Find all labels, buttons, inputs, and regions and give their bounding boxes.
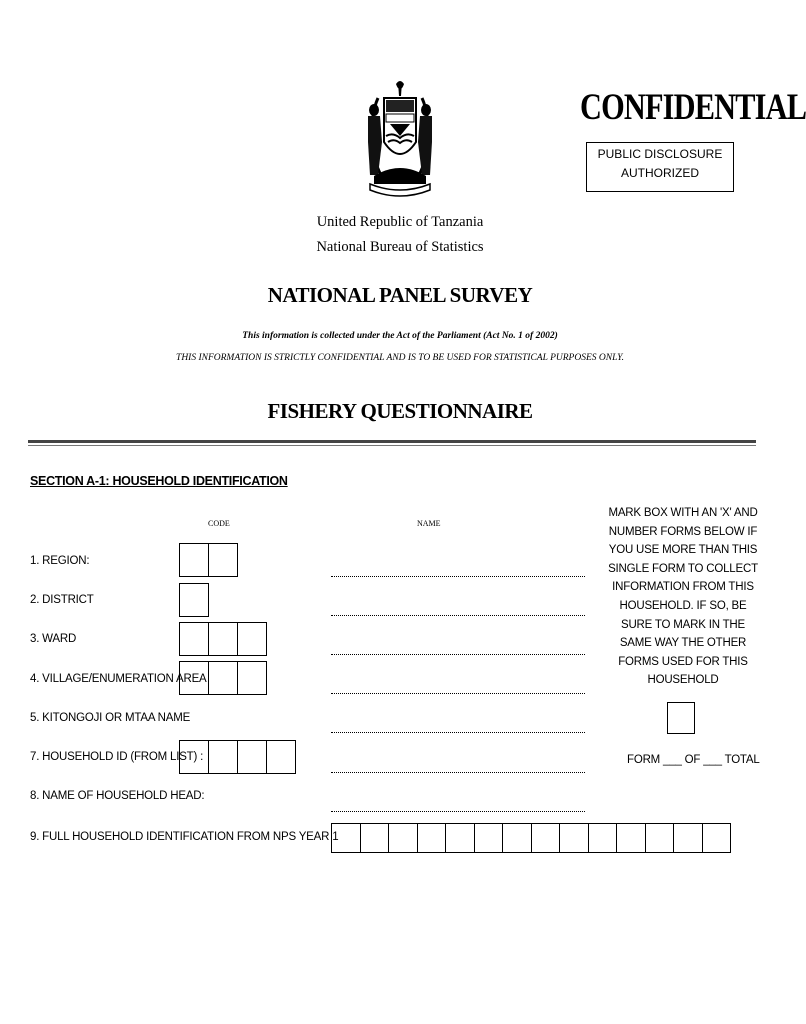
question-household-id-label: 7. HOUSEHOLD ID (FROM LIST) : <box>30 751 204 763</box>
form-count-field[interactable]: FORM ___ OF ___ TOTAL <box>627 754 760 766</box>
ward-code-boxes[interactable] <box>179 622 266 656</box>
code-box[interactable] <box>179 661 209 695</box>
divider <box>28 445 756 446</box>
code-box[interactable] <box>208 622 238 656</box>
code-box[interactable] <box>179 543 209 577</box>
disclosure-line-2: AUTHORIZED <box>621 166 699 180</box>
question-district-label: 2. DISTRICT <box>30 594 94 606</box>
id-box[interactable] <box>559 823 589 853</box>
id-box[interactable] <box>502 823 532 853</box>
questionnaire-title: FISHERY QUESTIONNAIRE <box>267 399 533 423</box>
district-name-field[interactable] <box>331 615 585 616</box>
coat-of-arms-icon <box>360 80 440 198</box>
kitongoji-name-field[interactable] <box>331 732 585 733</box>
id-box[interactable] <box>588 823 618 853</box>
code-box[interactable] <box>208 543 238 577</box>
question-kitongoji-label: 5. KITONGOJI OR MTAA NAME <box>30 712 191 724</box>
id-box[interactable] <box>673 823 703 853</box>
district-code-boxes[interactable] <box>179 583 208 617</box>
code-box[interactable] <box>237 622 267 656</box>
village-code-boxes[interactable] <box>179 661 266 695</box>
region-code-boxes[interactable] <box>179 543 237 577</box>
id-box[interactable] <box>531 823 561 853</box>
id-box[interactable] <box>616 823 646 853</box>
public-disclosure-box <box>586 142 734 192</box>
divider <box>28 440 756 443</box>
confidential-stamp: CONFIDENTIAL <box>580 87 806 128</box>
code-box[interactable] <box>179 583 209 617</box>
issuer-block <box>300 210 500 260</box>
code-box[interactable] <box>208 740 238 774</box>
question-household-head-label: 8. NAME OF HOUSEHOLD HEAD: <box>30 790 205 802</box>
question-region-label: 1. REGION: <box>30 555 90 567</box>
survey-title: NATIONAL PANEL SURVEY <box>267 283 533 307</box>
full-household-id-boxes[interactable] <box>331 823 730 853</box>
question-village-label: 4. VILLAGE/ENUMERATION AREA <box>30 673 207 685</box>
id-box[interactable] <box>388 823 418 853</box>
multiple-forms-instruction: MARK BOX WITH AN 'X' AND NUMBER FORMS BELOW IF YOU USE MORE THAN THIS SINGLE FORM TO COLLECT INFORMATION FROM THIS HOUSEHOLD. IF SO, BE SURE TO MARK IN THE SAME WAY THE OTHER FORMS USED FOR THIS HOUSEHOLD <box>608 507 758 687</box>
disclosure-line-1: PUBLIC DISCLOSURE <box>597 147 723 161</box>
region-name-field[interactable] <box>331 576 585 577</box>
country-name: United Republic of Tanzania <box>316 214 484 230</box>
id-box[interactable] <box>417 823 447 853</box>
id-box[interactable] <box>645 823 675 853</box>
section-heading: SECTION A-1: HOUSEHOLD IDENTIFICATION <box>30 474 288 488</box>
agency-name: National Bureau of Statistics <box>316 239 484 255</box>
code-box[interactable] <box>237 661 267 695</box>
household-head-name-field[interactable] <box>331 811 585 812</box>
id-box[interactable] <box>445 823 475 853</box>
column-header-code: CODE <box>208 519 230 528</box>
village-name-field[interactable] <box>331 693 585 694</box>
household-id-name-field[interactable] <box>331 772 585 773</box>
code-box[interactable] <box>237 740 267 774</box>
question-full-id-label: 9. FULL HOUSEHOLD IDENTIFICATION FROM NPS YEAR 1 <box>30 831 339 843</box>
multiple-forms-checkbox[interactable] <box>667 702 695 734</box>
code-box[interactable] <box>208 661 238 695</box>
column-header-name: NAME <box>417 519 441 528</box>
code-box[interactable] <box>179 740 209 774</box>
household-id-boxes[interactable] <box>179 740 295 774</box>
id-box[interactable] <box>360 823 390 853</box>
code-box[interactable] <box>266 740 296 774</box>
ward-name-field[interactable] <box>331 654 585 655</box>
id-box[interactable] <box>474 823 504 853</box>
code-box[interactable] <box>179 622 209 656</box>
id-box[interactable] <box>702 823 732 853</box>
confidentiality-note: THIS INFORMATION IS STRICTLY CONFIDENTIAL AND IS TO BE USED FOR STATISTICAL PURPOSES ONLY. <box>176 353 624 363</box>
act-note: This information is collected under the Act of the Parliament (Act No. 1 of 2002) <box>242 331 558 341</box>
id-box[interactable] <box>331 823 361 853</box>
question-ward-label: 3. WARD <box>30 633 77 645</box>
